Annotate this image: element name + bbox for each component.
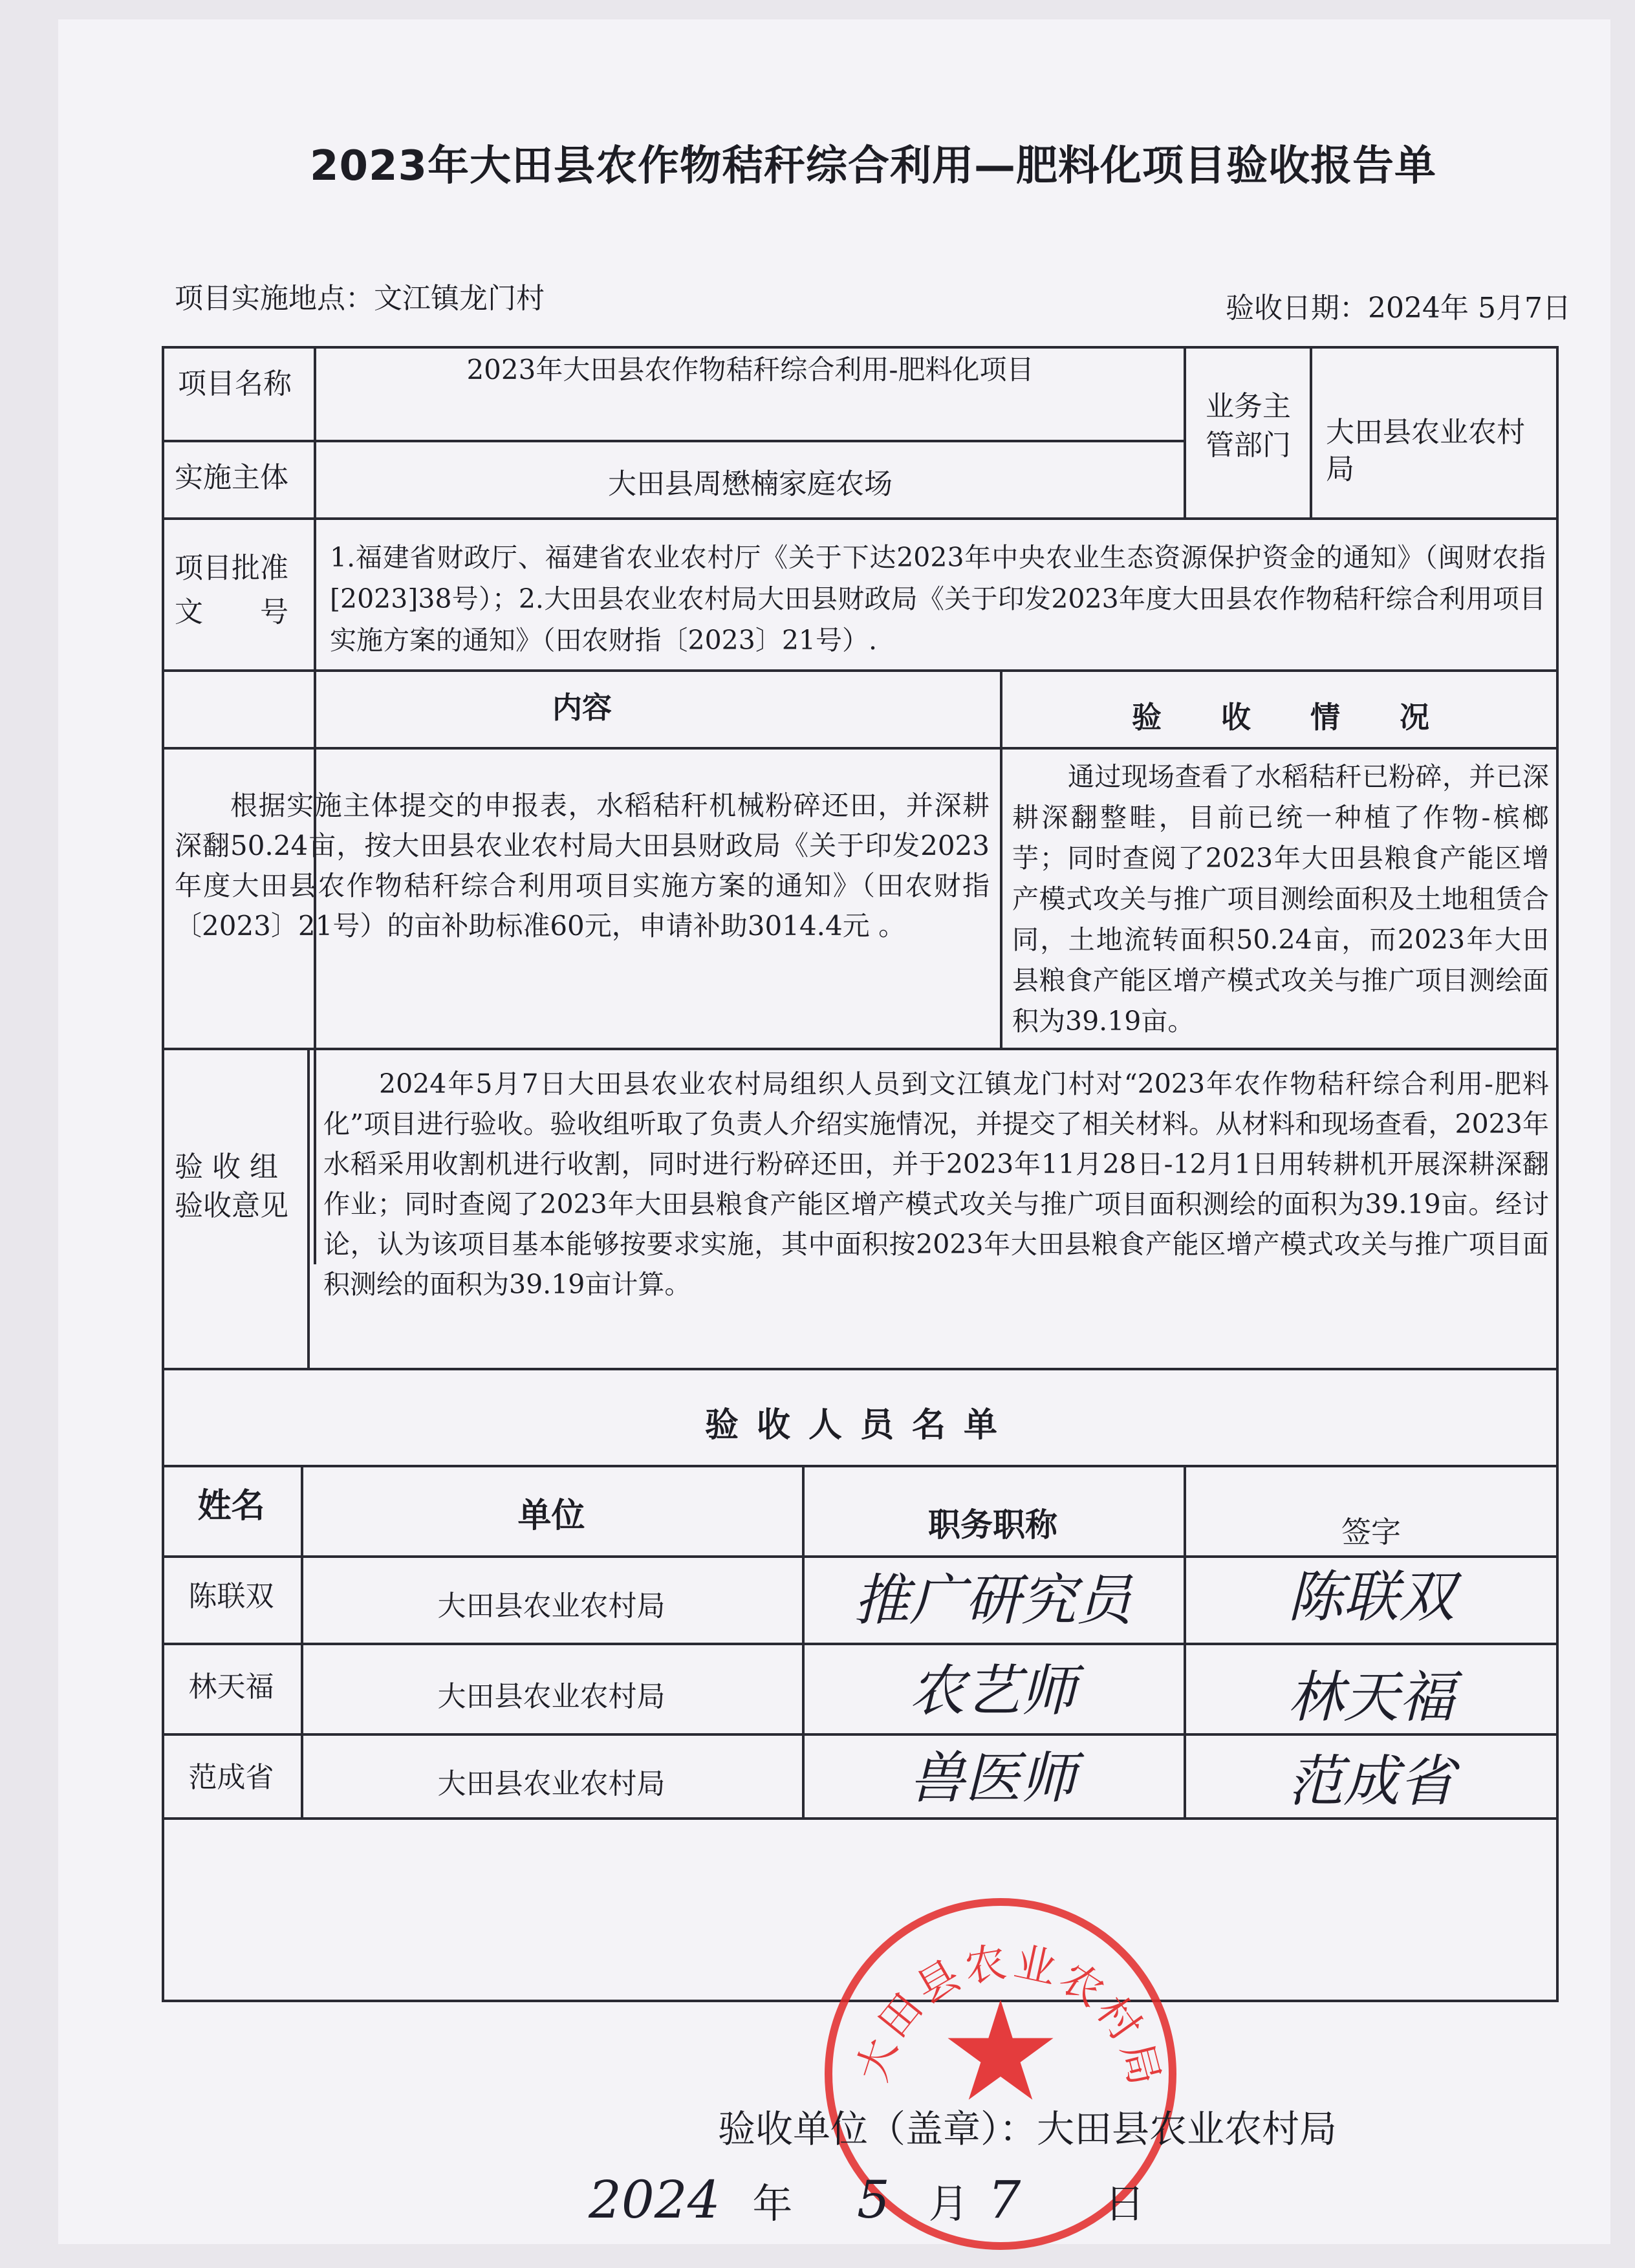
opinion-text: 2024年5月7日大田县农业农村局组织人员到文江镇龙门村对“2023年农作物秸秆综合利用-肥料化”项目进行验收。验收组听取了负责人介绍实施情况，并提交了相关材料。从材料和现场查看，2023年水稻采用收割机进行收割，同时进行粉碎还田，并于2023年11月28日-12月1日用转耕机开展深耕深翻作业；同时查阅了2023年大田县粮食产能区增产模式攻关与推广项目面积测绘的面积为39.19亩。经讨论，认为该项目基本能够按要求实施，其中面积按2023年大田县粮食产能区增产模式攻关与推广项目面积测绘的面积为39.19亩计算。 bbox=[323, 1068, 1549, 1300]
footer-year-label: 年 bbox=[752, 2180, 793, 2227]
header-name: 姓名 bbox=[197, 1486, 265, 1526]
footer-month-handwritten: 5 bbox=[857, 2170, 890, 2230]
implementer-label: 实施主体 bbox=[175, 461, 288, 494]
personnel-title: 验收人员名单 bbox=[704, 1405, 1015, 1445]
opinion-label bbox=[175, 1148, 304, 1226]
inspection-date: 验收日期：2024年 5月7日 bbox=[1226, 292, 1571, 325]
row-3-signature: 范成省 bbox=[1288, 1749, 1455, 1814]
dept-label-line2: 管部门 bbox=[1206, 429, 1291, 462]
dept-label-line1: 业务主 bbox=[1206, 390, 1291, 423]
row-2-name: 林天福 bbox=[188, 1670, 274, 1703]
row-1-unit: 大田县农业农村局 bbox=[437, 1590, 666, 1623]
row-2-unit: 大田县农业农村局 bbox=[437, 1680, 666, 1713]
footer-month-label: 月 bbox=[928, 2180, 969, 2227]
header-signature: 签字 bbox=[1341, 1515, 1401, 1550]
row-1-position: 推广研究员 bbox=[854, 1568, 1132, 1633]
footer-unit: 验收单位（盖章）：大田县农业农村局 bbox=[718, 2107, 1337, 2151]
header-position: 职务职称 bbox=[928, 1506, 1057, 1544]
footer-day-handwritten: 7 bbox=[988, 2170, 1021, 2230]
header-unit: 单位 bbox=[517, 1496, 585, 1535]
dept-value: 大田县农业农村局 bbox=[1326, 416, 1525, 486]
content-text: 根据实施主体提交的申报表，水稻秸秆机械粉碎还田，并深耕深翻50.24亩，按大田县农业农村局大田县财政局《关于印发2023年度大田县农作物秸秆综合利用项目实施方案的通知》（田农财指〔2023〕21号）的亩补助标准60元，申请补助3014.4元 。 bbox=[175, 790, 990, 942]
document-title: 2023年大田县农作物秸秆综合利用—肥料化项目验收报告单 bbox=[309, 142, 1437, 190]
approval-label-line1: 项目批准 bbox=[175, 552, 288, 585]
project-name-value: 2023年大田县农作物秸秆综合利用-肥料化项目 bbox=[466, 354, 1034, 385]
opinion-label-line1: 验 收 组 bbox=[175, 1150, 278, 1183]
content-header: 内容 bbox=[552, 690, 612, 725]
approval-label-line2: 文 号 bbox=[175, 596, 288, 629]
row-1-signature: 陈联双 bbox=[1288, 1565, 1455, 1630]
svg-text:大田县农业农村局: 大田县农业农村局 bbox=[849, 1938, 1169, 2094]
situation-text: 通过现场查看了水稻秸秆已粉碎，并已深耕深翻整畦，目前已统一种植了作物-槟榔芋；同时查阅了2023年大田县粮食产能区增产模式攻关与推广项目测绘面积及土地租赁合同，土地流转面积50.24亩，而2023年大田县粮食产能区增产模式攻关与推广项目测绘面积为39.19亩。 bbox=[1012, 761, 1549, 1037]
project-location: 项目实施地点：文江镇龙门村 bbox=[175, 282, 545, 315]
footer-year-handwritten: 2024 bbox=[589, 2170, 720, 2230]
row-3-name: 范成省 bbox=[188, 1761, 274, 1794]
row-3-position: 兽医师 bbox=[909, 1746, 1076, 1811]
document-sheet bbox=[58, 19, 1610, 2244]
project-name-label: 项目名称 bbox=[178, 367, 292, 400]
row-2-signature: 林天福 bbox=[1288, 1665, 1455, 1730]
opinion-label-line2: 验收意见 bbox=[175, 1189, 288, 1222]
footer-date bbox=[589, 2166, 1429, 2234]
implementer-value: 大田县周懋楠家庭农场 bbox=[608, 468, 893, 501]
row-1-name: 陈联双 bbox=[188, 1580, 274, 1613]
row-2-position: 农艺师 bbox=[909, 1659, 1076, 1723]
approval-value: 1.福建省财政厅、福建省农业农村厅《关于下达2023年中央农业生态资源保护资金的通知》（闽财农指[2023]38号）；2.大田县农业农村局大田县财政局《关于印发2023年度大田县农作物秸秆综合利用项目实施方案的通知》（田农财指〔2023〕21号）. bbox=[330, 542, 1546, 656]
row-3-unit: 大田县农业农村局 bbox=[437, 1767, 666, 1800]
footer-day-label: 日 bbox=[1105, 2180, 1145, 2227]
situation-header: 验 收 情 况 bbox=[1132, 700, 1429, 735]
approval-label bbox=[175, 546, 310, 634]
